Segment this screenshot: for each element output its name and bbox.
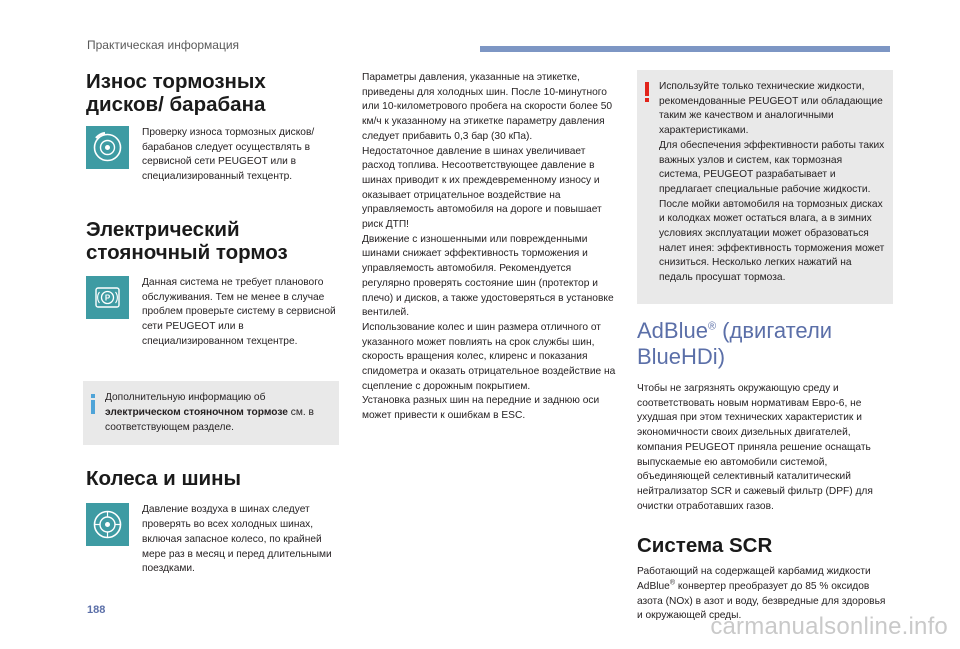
tyre-paragraph-3: Движение с изношенными или поврежденными шинами снижает эффективность торможения и управляемость автомобиля. Рекомендуется регулярно проверять состояние шин (протектор и плечо) и дисков, а также удостоверяться в установке вентилей.	[362, 233, 614, 319]
tyre-paragraph-5: Установка разных шин на передние и заднюю оси может привести к ошибкам в ESC.	[362, 395, 600, 422]
info-note-text: Дополнительную информацию об электрическом стояночном тормозе см. в соответствующем разделе.	[105, 392, 314, 433]
svg-text:P: P	[104, 293, 111, 303]
brake-wear-block	[86, 126, 342, 185]
info-note-box	[83, 381, 339, 445]
left-column	[86, 70, 342, 577]
warning-paragraph-2: Для обеспечения эффективности работы таких важных узлов и систем, как тормозная система, PEUGEOT разрабатывает и предлагает специальные рабочие жидкости.	[659, 139, 885, 195]
warning-paragraph-3: После мойки автомобиля на тормозных дисках и колодках может остаться влага, а в зимних условиях эксплуатации может образоваться налет инея: эффективность торможения может снизиться. Несколько легких нажатий на педаль просушат тормоза.	[659, 198, 885, 284]
brake-disc-wear-icon	[86, 126, 129, 169]
scr-text: Работающий на содержащей карбамид жидкости AdBlue® конвертер преобразует до 85 % оксидов азота (NOx) в азот и воду, безвредные для здоровья и окружающей среды.	[637, 566, 886, 622]
tyre-paragraph-4: Использование колес и шин размера отличного от указанного может повлиять на срок службы шин, скорость вращения колес, клиренс и показания спидометра и оказать отрицательное воздействие на сцепление с дорожным покрытием.	[362, 321, 616, 392]
info-icon	[91, 394, 95, 435]
parking-brake-text: Данная система не требует планового обслуживания. Тем не менее в случае проблем проверьте систему в сервисной сети PEUGEOT или в специализированном техцентре.	[142, 276, 336, 347]
parking-brake-title: Электрический стояночный тормоз	[86, 217, 288, 264]
brake-wear-text: Проверку износа тормозных дисков/ барабанов следует осуществлять в сервисной сети PEUGEOT или в специализированный техцентр.	[142, 127, 315, 183]
brake-wear-title: Износ тормозных дисков/ барабана	[86, 70, 266, 116]
warning-text	[659, 80, 885, 294]
page-number: 188	[87, 604, 106, 616]
parking-brake-icon	[86, 276, 129, 319]
adblue-text: Чтобы не загрязнять окружающую среду и соответствовать новым нормативам Евро-6, не ухудшая при этом технических характеристик и экономичности своих дизельных двигателей, компания PEUGEOT приняла решение оснащать выпускаемые ею автомобили системой, объединяющей селективный каталитический нейтрализатор SCR и сажевый фильтр (DPF) для очистки отработавших газов.	[637, 383, 873, 512]
wheels-text: Давление воздуха в шинах следует проверять во всех холодных шинах, включая запасное колесо, по крайней мере раз в месяц и перед длительными поездками.	[142, 504, 332, 575]
right-column	[637, 70, 893, 624]
wheels-title: Колеса и шины	[86, 467, 242, 491]
watermark-text: carmanualsonline.info	[710, 613, 948, 640]
tyre-pressure-icon	[86, 503, 129, 546]
parking-brake-block	[86, 276, 342, 350]
warning-icon	[645, 82, 649, 294]
wheels-block	[86, 503, 342, 577]
warning-box	[637, 70, 893, 304]
middle-column	[362, 71, 620, 424]
adblue-title: AdBlue® (двигатели BlueHDi)	[637, 318, 833, 369]
warning-paragraph-1: Используйте только технические жидкости, рекомендованные PEUGEOT или обладающие таким же качеством и аналогичными характеристиками.	[659, 81, 883, 137]
section-header-label: Практическая информация	[87, 38, 240, 52]
tyre-paragraph-2: Недостаточное давление в шинах увеличивает расход топлива. Несоответствующее давление в шинах приводит к их преждевременному износу и оказывает отрицательное воздействие на управляемость автомобиля на дороге и повышает риск ДТП!	[362, 145, 602, 231]
scr-title: Система SCR	[637, 534, 773, 558]
tyre-paragraph-1: Параметры давления, указанные на этикетке, приведены для холодных шин. После 10-минутного или 10-километрового пробега на скорости более 50 км/ч к указанному на этикетке параметру давления следует прибавить 0,3 бар (30 кПа).	[362, 72, 613, 142]
header-accent-bar	[480, 46, 890, 52]
